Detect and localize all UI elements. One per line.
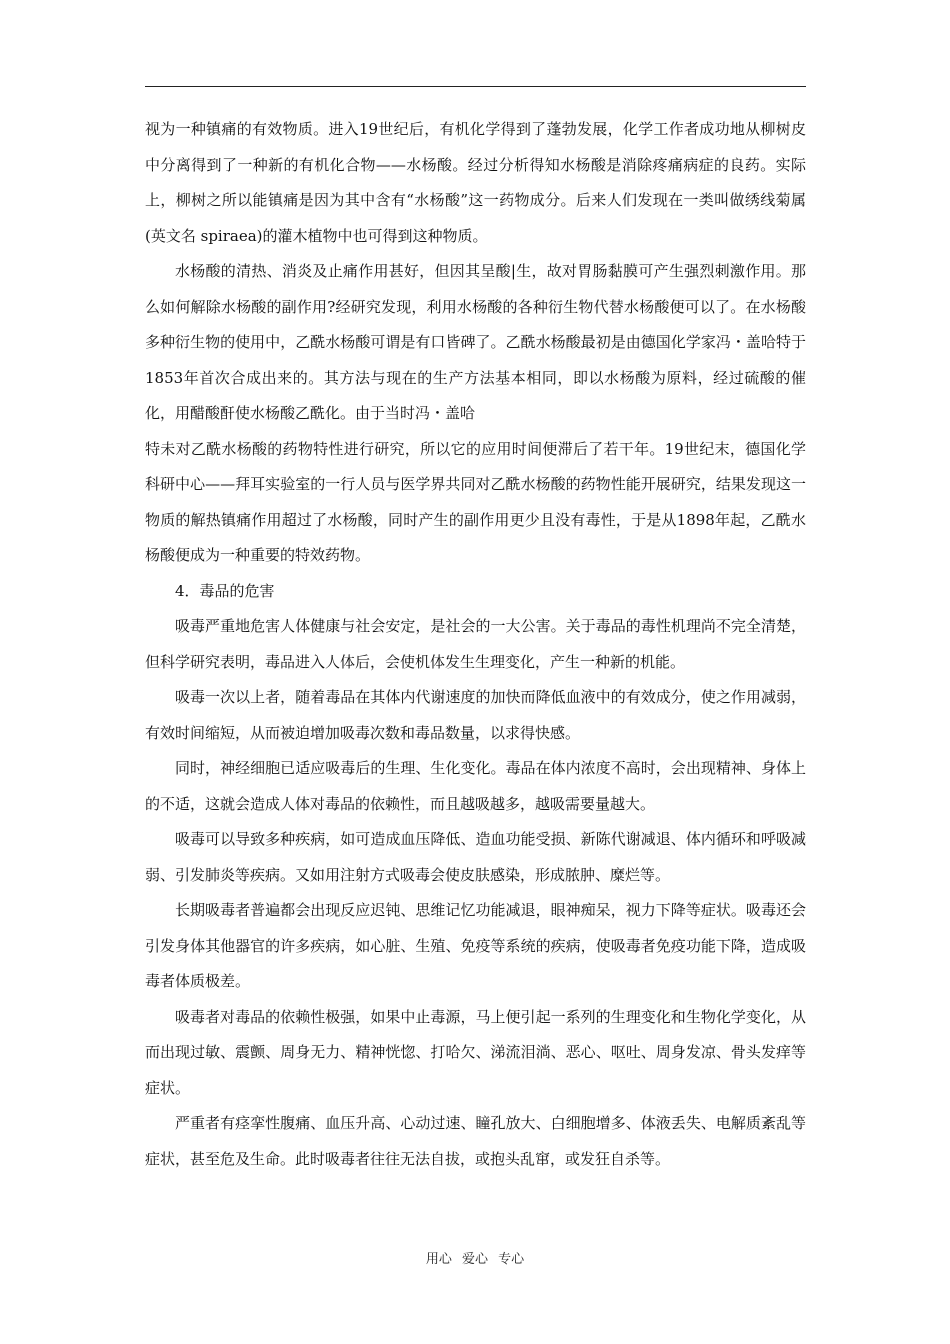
paragraph: 视为一种镇痛的有效物质。进入19世纪后，有机化学得到了蓬勃发展，化学工作者成功地从柳树皮中分离得到了一种新的有机化合物——水杨酸。经过分析得知水杨酸是消除疼痛病症的良药。实际上，柳树之所以能镇痛是因为其中含有“水杨酸”这一药物成分。后来人们发现在一类叫做绣线菊属(英文名 spiraea)的灌木植物中也可得到这种物质。 <box>145 120 806 245</box>
page-footer: 用心 爱心 专心 <box>425 1252 525 1267</box>
document-body <box>145 112 806 1177</box>
paragraph: 吸毒可以导致多种疾病，如可造成血压降低、造血功能受损、新陈代谢减退、体内循环和呼吸减弱、引发肺炎等疾病。又如用注射方式吸毒会使皮肤感染，形成脓肿、糜烂等。 <box>145 830 806 884</box>
paragraph: 同时，神经细胞已适应吸毒后的生理、生化变化。毒品在体内浓度不高时，会出现精神、身体上的不适，这就会造成人体对毒品的依赖性，而且越吸越多，越吸需要量越大。 <box>145 759 806 813</box>
paragraph: 吸毒严重地危害人体健康与社会安定，是社会的一大公害。关于毒品的毒性机理尚不完全清楚，但科学研究表明，毒品进入人体后，会使机体发生生理变化，产生一种新的机能。 <box>145 617 806 671</box>
paragraph: 严重者有痉挛性腹痛、血压升高、心动过速、瞳孔放大、白细胞增多、体液丢失、电解质紊乱等症状，甚至危及生命。此时吸毒者往往无法自拔，或抱头乱窜，或发狂自杀等。 <box>145 1114 806 1168</box>
paragraph: 长期吸毒者普遍都会出现反应迟钝、思维记忆功能减退，眼神痴呆，视力下降等症状。吸毒还会引发身体其他器官的许多疾病，如心脏、生殖、免疫等系统的疾病，使吸毒者免疫功能下降，造成吸毒者体质极差。 <box>145 901 806 990</box>
paragraph: 水杨酸的清热、消炎及止痛作用甚好，但因其呈酸|生，故对胃肠黏膜可产生强烈刺激作用。那么如何解除水杨酸的副作用?经研究发现，利用水杨酸的各种衍生物代替水杨酸便可以了。在水杨酸多种衍生物的使用中，乙酰水杨酸可谓是有口皆碑了。乙酰水杨酸最初是由德国化学家冯・盖哈特于1853年首次合成出来的。其方法与现在的生产方法基本相同，即以水杨酸为原料，经过硫酸的催化，用醋酸酐使水杨酸乙酰化。由于当时冯・盖哈 <box>145 262 806 422</box>
paragraph: 吸毒者对毒品的依赖性极强，如果中止毒源，马上便引起一系列的生理变化和生物化学变化，从而出现过敏、震颤、周身无力、精神恍惚、打哈欠、涕流泪淌、恶心、呕吐、周身发凉、骨头发痒等症状。 <box>145 1007 806 1097</box>
section-heading: 4．毒品的危害 <box>175 581 275 600</box>
paragraph: 吸毒一次以上者，随着毒品在其体内代谢速度的加快而降低血液中的有效成分，使之作用减弱，有效时间缩短，从而被迫增加吸毒次数和毒品数量，以求得快感。 <box>145 688 806 742</box>
paragraph: 特未对乙酰水杨酸的药物特性进行研究，所以它的应用时间便滞后了若干年。19世纪末，德国化学科研中心——拜耳实验室的一行人员与医学界共同对乙酰水杨酸的药物性能开展研究，结果发现这一物质的解热镇痛作用超过了水杨酸，同时产生的副作用更少且没有毒性，于是从1898年起，乙酰水杨酸便成为一种重要的特效药物。 <box>145 439 806 564</box>
header-rule <box>145 86 806 87</box>
